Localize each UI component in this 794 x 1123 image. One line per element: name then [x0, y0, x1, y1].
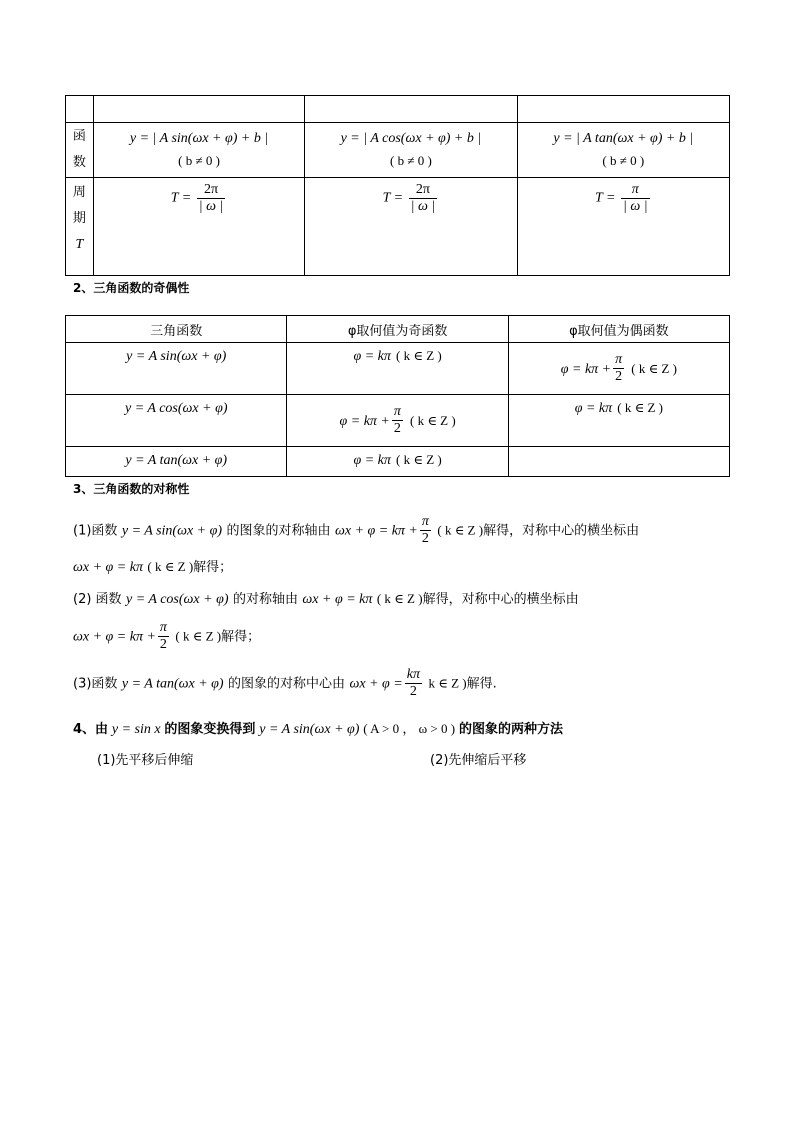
odd-cell: φ = kπ + $\frac{\pi}{2}$ ( k ∈ Z ): [287, 395, 508, 447]
table-row: [66, 96, 730, 123]
method-1: (1)先平移后伸缩: [97, 753, 194, 768]
odd-cell: φ = kπ ( k ∈ Z ): [287, 447, 508, 477]
table-row: [66, 395, 730, 447]
func-cell: y = A tan(ωx + φ): [66, 447, 287, 477]
period-cell-cos: T = $\frac{2\pi}{| \omega |}$: [305, 178, 517, 276]
period-cell-tan: T = $\frac{\pi}{| \omega |}$: [517, 178, 729, 276]
header-function: 三角函数: [66, 316, 287, 343]
row-label-period: 周 期 T: [66, 178, 94, 276]
method-2: (2)先伸缩后平移: [430, 753, 527, 768]
function-cell-cos: y = | A cos(ωx + φ) + b | ( b ≠ 0 ): [305, 123, 517, 178]
table-row: [66, 123, 730, 178]
function-cell-sin: y = | A sin(ωx + φ) + b | ( b ≠ 0 ): [93, 123, 304, 178]
symmetry-item-2-line2: ωx + φ = kπ + $\frac{\pi}{2}$ ( k ∈ Z )解得；: [73, 620, 261, 652]
section-4-heading: 4、由 y = sin x 的图象变换得到 y = A sin(ωx + φ) ( A > 0 ， ω > 0 ) 的图象的两种方法: [73, 721, 563, 737]
func-cell: y = A sin(ωx + φ): [66, 343, 287, 395]
section-3-heading: 3、三角函数的对称性: [73, 482, 190, 496]
header-odd: φ取何值为奇函数: [287, 316, 508, 343]
odd-cell: φ = kπ ( k ∈ Z ): [287, 343, 508, 395]
symmetry-item-2: (2) 函数 y = A cos(ωx + φ) 的对称轴由 ωx + φ = kπ ( k ∈ Z )解得，对称中心的横坐标由: [73, 591, 579, 607]
parity-table: [65, 315, 730, 477]
period-fraction: $\frac{2\pi}{| \omega |}$: [410, 182, 436, 214]
section-2-heading: 2、三角函数的奇偶性: [73, 281, 190, 295]
table-row: [66, 343, 730, 395]
period-fraction: $\frac{\pi}{| \omega |}$: [623, 182, 648, 214]
row-label-function: 函 数: [66, 123, 94, 178]
table-row: [66, 447, 730, 477]
period-fraction: $\frac{2\pi}{| \omega |}$: [198, 182, 224, 214]
function-cell-tan: y = | A tan(ωx + φ) + b | ( b ≠ 0 ): [517, 123, 729, 178]
symmetry-item-1: (1)函数 y = A sin(ωx + φ) 的图象的对称轴由 ωx + φ = kπ + $\frac{\pi}{2}$ ( k ∈ Z )解得，对称中心的横坐标由: [73, 514, 640, 546]
header-even: φ取何值为偶函数: [508, 316, 729, 343]
table-row: [66, 178, 730, 276]
symmetry-item-1-line2: ωx + φ = kπ ( k ∈ Z )解得；: [73, 559, 233, 575]
even-cell: [508, 447, 729, 477]
period-cell-sin: T = $\frac{2\pi}{| \omega |}$: [93, 178, 304, 276]
func-cell: y = A cos(ωx + φ): [66, 395, 287, 447]
table-header-row: [66, 316, 730, 343]
symmetry-item-3: (3)函数 y = A tan(ωx + φ) 的图象的对称中心由 ωx + φ = $\frac{k\pi}{2}$ k ∈ Z )解得.: [73, 667, 497, 699]
even-cell: φ = kπ ( k ∈ Z ): [508, 395, 729, 447]
even-cell: φ = kπ + $\frac{\pi}{2}$ ( k ∈ Z ): [508, 343, 729, 395]
period-table: [65, 95, 730, 276]
